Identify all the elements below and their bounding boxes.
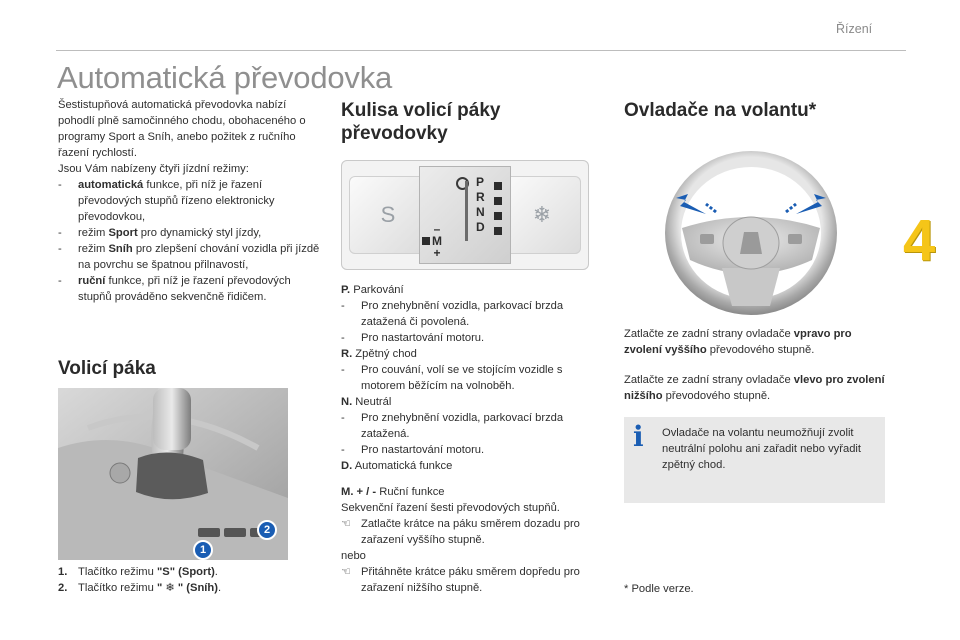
gear-n: N xyxy=(476,205,485,219)
manual-minus: – xyxy=(433,222,441,236)
paddle-down-text: Zatlačte ze zadní strany ovladače vlevo pro zvolení nižšího převodového stupně. xyxy=(624,374,885,402)
indicator-m xyxy=(422,237,430,245)
gate-slot xyxy=(465,181,468,241)
gate-plate xyxy=(419,166,511,264)
info-icon: i xyxy=(633,420,644,453)
position-r: R. Zpětný chod xyxy=(341,348,417,360)
gear-d: D xyxy=(476,220,485,234)
paddle-up-text: Zatlačte ze zadní strany ovladače vpravo pro zvolení vyššího převodového stupně. xyxy=(624,328,852,356)
steering-wheel-illustration xyxy=(662,148,840,318)
mode-item: - režim Sport pro dynamický styl jízdy, xyxy=(58,227,262,239)
gate-panel-illustration xyxy=(341,160,589,270)
indicator-d xyxy=(494,227,502,235)
sport-button-label: S xyxy=(380,202,396,227)
mode-item: - ruční funkce, při níž je řazení převodových stupňů prováděno sekvenčně řidičem. xyxy=(58,275,291,303)
caption-item: 1. Tlačítko režimu "S" (Sport). xyxy=(58,566,218,578)
position-p: P. Parkování xyxy=(341,284,404,296)
chapter-number: 4 xyxy=(903,208,936,273)
intro-modes-lead: Jsou Vám nabízeny čtyři jízdní režimy: xyxy=(58,163,249,175)
page-title: Automatická převodovka xyxy=(57,60,393,95)
section-header: Řízení xyxy=(836,22,873,36)
mode-item: - automatická funkce, při níž je řazení převodových stupňů řízeno elektronicky převodovkou, xyxy=(58,179,275,223)
caption-item: 2. Tlačítko režimu " ❄ " (Sníh). xyxy=(58,582,222,594)
callout-1-icon: 1 xyxy=(193,540,213,560)
gear-p: P xyxy=(476,175,485,189)
position-n: N. Neutrál xyxy=(341,396,392,408)
indicator-r xyxy=(494,197,502,205)
gate-positions: P. Parkování - Pro znehybnění vozidla, parkovací brzda zatažená či povolená. - Pro nastartování motoru. R. Zpětný chod - Pro couvání, volí se ve stojícím vozidle s motorem běžícím na volnoběh. N. Neutrál - Pro znehybnění vozidla, parkovací brzda zatažená. - Pro nastartování motoru. D. Automatická funkce xyxy=(341,282,593,474)
gate-title: Kulisa volicí páky převodovky xyxy=(341,100,501,144)
manual-mode: M. + / - Ruční funkce Sekvenční řazení šesti převodových stupňů. ☜ Zatlačte krátce na páku směrem dozadu pro zařazení vyššího stupně. nebo ☜ Přitáhněte krátce páku směrem dopředu pro zařazení nižšího stupně. xyxy=(341,486,580,594)
sport-button xyxy=(349,176,427,254)
arrow-icon: ☜ xyxy=(341,518,352,530)
intro-column xyxy=(58,97,320,305)
mode-name: automatická xyxy=(78,179,144,191)
indicator-n xyxy=(494,212,502,220)
mode-item: - režim Sníh pro zlepšení chování vozidla při jízdě na povrchu se špatnou přilnavostí, xyxy=(58,243,320,271)
mode-name: ruční xyxy=(78,275,106,287)
footnote: * Podle verze. xyxy=(624,583,694,595)
paddles-title: Ovladače na volantu* xyxy=(624,100,817,121)
snow-icon: ❄ xyxy=(532,202,552,227)
position-d: D. Automatická funkce xyxy=(341,460,453,472)
callout-2-icon: 2 xyxy=(257,520,277,540)
info-box xyxy=(624,417,885,503)
selector-lever-title: Volicí páka xyxy=(58,358,156,379)
info-text: Ovladače na volantu neumožňují zvolit neutrální polohu ani zařadit nebo vyřadit zpětný chod. xyxy=(662,427,862,471)
manual-plus: + xyxy=(433,246,441,260)
mode-name: Sníh xyxy=(108,243,133,255)
intro-paragraph: Šestistupňová automatická převodovka nabízí pohodlí plně samočinného chodu, obohaceného o programy Sport a Sníh, anebo požitek z ručního řazení rychlostí. xyxy=(58,99,306,159)
selector-lever-illustration xyxy=(58,388,288,560)
indicator-p xyxy=(494,182,502,190)
header-rule xyxy=(56,50,906,51)
snow-button xyxy=(503,176,581,254)
gear-r: R xyxy=(476,190,485,204)
selector-captions xyxy=(58,564,318,596)
arrow-icon: ☜ xyxy=(341,566,352,578)
manual-m: M xyxy=(432,234,442,248)
mode-name: Sport xyxy=(108,227,138,239)
